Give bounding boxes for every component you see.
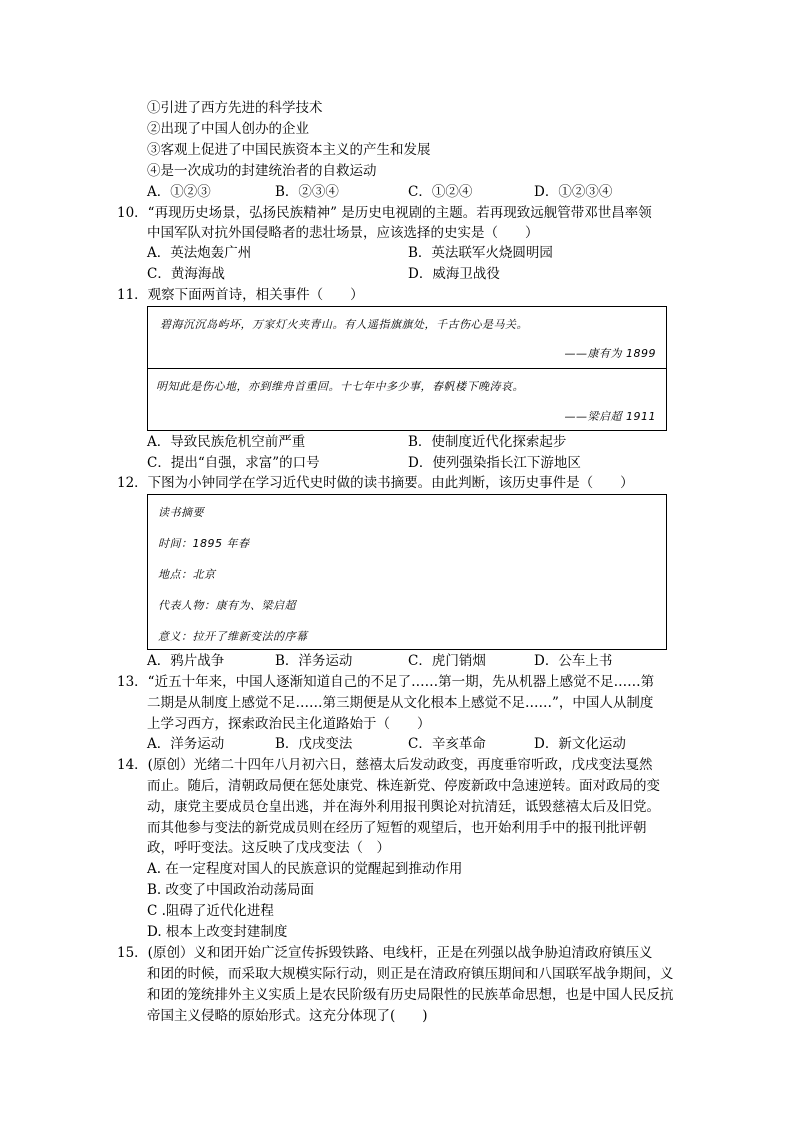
q9-option-c: C．①②④ bbox=[408, 184, 473, 200]
q12-stem: 12．下图为小钟同学在学习近代史时做的读书摘要。由此判断，该历史事件是（ ） bbox=[117, 475, 634, 491]
poem-divider bbox=[148, 368, 666, 369]
q10-option-b: B．英法联军火烧圆明园 bbox=[408, 245, 553, 261]
q9-option-d: D．①②③④ bbox=[534, 184, 613, 200]
q9-item-1: ①引进了西方先进的科学技术 bbox=[147, 100, 323, 116]
q9-item-4: ④是一次成功的封建统治者的自救运动 bbox=[147, 163, 377, 179]
q12-option-b: B．洋务运动 bbox=[275, 653, 353, 669]
q9-item-2: ②出现了中国人创办的企业 bbox=[147, 121, 309, 137]
q14-line-1: 14．(原创）光绪二十四年八月初六日，慈禧太后发动政变，再度垂帘听政，戊戌变法戛然 bbox=[117, 757, 653, 773]
q10-stem-line-2: 中国军队对抗外国侵略者的悲壮场景，应该选择的史实是（ ） bbox=[147, 225, 539, 241]
q14-option-d: D. 根本上改变封建制度 bbox=[147, 924, 288, 940]
card-meaning: 意义：拉开了维新变法的序幕 bbox=[158, 630, 308, 643]
q14-line-4: 而其他参与变法的新党成员则在经历了短暂的观望后，也开始利用手中的报刊批评朝 bbox=[147, 820, 647, 836]
q14-line-2: 而止。随后，清朝政局便在惩处康党、株连新党、停废新政中急速逆转。面对政局的变 bbox=[147, 778, 660, 794]
q11-option-c: C．提出“自强，求富”的口号 bbox=[147, 455, 320, 471]
q12-option-c: C．虎门销烟 bbox=[408, 653, 486, 669]
poem-box bbox=[147, 306, 667, 431]
poem-2: 明知此是伤心地，亦到维舟首重回。十七年中多少事，春帆楼下晚涛哀。 bbox=[156, 380, 524, 393]
q9-option-b: B．②③④ bbox=[275, 184, 339, 200]
q14-option-b: B. 改变了中国政治动荡局面 bbox=[147, 882, 315, 898]
reading-notes-card bbox=[147, 494, 667, 650]
q15-line-4: 帝国主义侵略的原始形式。这充分体现了( ) bbox=[147, 1008, 428, 1024]
q12-option-d: D．公车上书 bbox=[534, 653, 613, 669]
q10-option-c: C．黄海海战 bbox=[147, 266, 225, 282]
q14-line-5: 政，呼吁变法。这反映了戊戌变法（ ） bbox=[147, 840, 390, 856]
card-people: 代表人物：康有为、梁启超 bbox=[158, 599, 296, 612]
poem-1: 碧海沉沉岛屿坏，万家灯火夹青山。有人遥指旗旗处，千古伤心是马关。 bbox=[160, 318, 528, 331]
q12-option-a: A．鸦片战争 bbox=[147, 653, 225, 669]
q14-option-c: C .阻碍了近代化进程 bbox=[147, 903, 274, 919]
q10-option-a: A．英法炮轰广州 bbox=[147, 245, 252, 261]
card-title: 读书摘要 bbox=[158, 506, 204, 519]
q11-option-d: D．使列强染指长江下游地区 bbox=[408, 455, 581, 471]
q11-option-b: B．使制度近代化探索起步 bbox=[408, 434, 567, 450]
q13-line-3: 上学习西方，探索政治民主化道路始于（ ） bbox=[147, 716, 431, 732]
poem-1-author: ——康有为 1899 bbox=[564, 347, 656, 360]
q10-stem-line-1: 10．“再现历史场景，弘扬民族精神” 是历史电视剧的主题。若再现致远舰管带邓世昌率领 bbox=[117, 205, 652, 221]
q9-item-3: ③客观上促进了中国民族资本主义的产生和发展 bbox=[147, 142, 431, 158]
q10-option-d: D．威海卫战役 bbox=[408, 266, 500, 282]
q15-line-2: 和团的时候，而采取大规模实际行动，则正是在清政府镇压期间和八国联军战争期间，义 bbox=[147, 966, 674, 982]
q14-line-3: 动，康党主要成员仓皇出逃，并在海外利用报刊舆论对抗清廷，诋毁慈禧太后及旧党。 bbox=[147, 799, 660, 815]
card-place: 地点：北京 bbox=[158, 568, 216, 581]
card-time: 时间：1895 年春 bbox=[158, 537, 250, 550]
q11-option-a: A．导致民族危机空前严重 bbox=[147, 434, 306, 450]
q14-option-a: A. 在一定程度对国人的民族意识的觉醒起到推动作用 bbox=[147, 861, 463, 877]
q11-stem: 11．观察下面两首诗，相关事件（ ） bbox=[117, 287, 364, 303]
q13-line-2: 二期是从制度上感觉不足……第三期便是从文化根本上感觉不足……”，中国人从制度 bbox=[147, 695, 654, 711]
q13-option-d: D．新文化运动 bbox=[534, 736, 626, 752]
q15-line-1: 15．(原创）义和团开始广泛宣传拆毁铁路、电线杆，正是在列强以战争胁迫清政府镇压义 bbox=[117, 945, 653, 961]
q13-option-a: A．洋务运动 bbox=[147, 736, 225, 752]
q15-line-3: 和团的笼统排外主义实质上是农民阶级有历史局限性的民族革命思想，也是中国人民反抗 bbox=[147, 987, 674, 1003]
q13-option-c: C．辛亥革命 bbox=[408, 736, 486, 752]
q13-option-b: B．戊戌变法 bbox=[275, 736, 353, 752]
q13-line-1: 13．“近五十年来，中国人逐渐知道自己的不足了……第一期，先从机器上感觉不足……第 bbox=[117, 674, 655, 690]
poem-2-author: ——梁启超 1911 bbox=[564, 410, 656, 423]
q9-option-a: A．①②③ bbox=[147, 184, 211, 200]
